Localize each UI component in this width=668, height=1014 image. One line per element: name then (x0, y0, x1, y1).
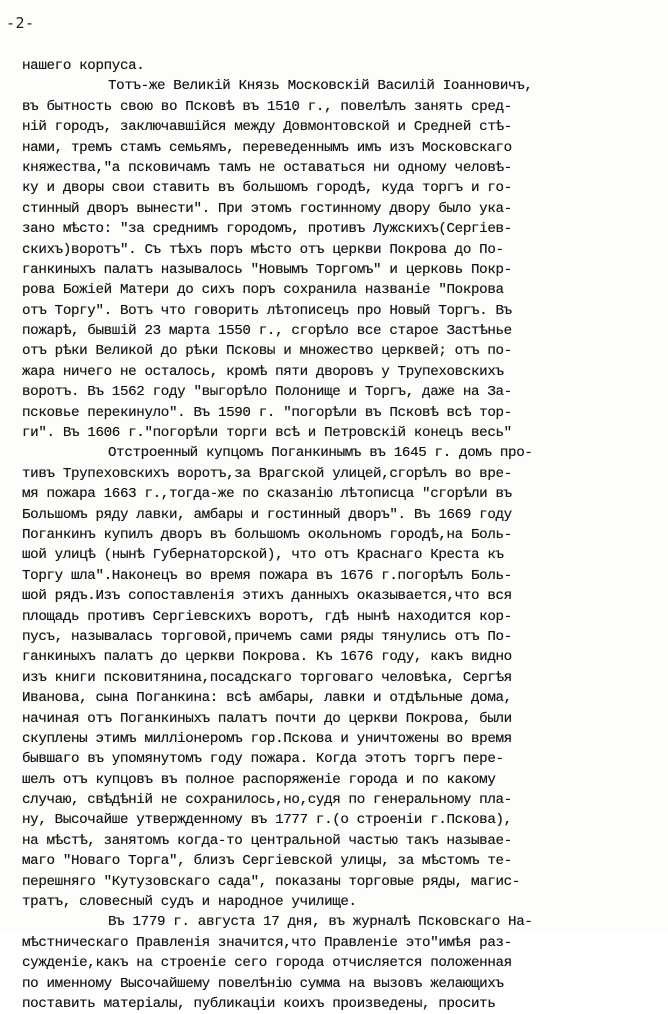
text-line: стинный дворъ вынести". При этомъ гостинному двору было ука- (22, 200, 512, 217)
text-line: шой рядъ.Изъ сопоставленія этихъ данныхъ оказывается,что вся (22, 588, 512, 605)
text-line: пожарѣ, бывшій 23 марта 1550 г., сгорѣло все старое Застѣнье (22, 323, 512, 340)
text-line: поставить матеріалы, публикаціи коихъ произведены, просить (22, 995, 496, 1012)
text-line: площадь противъ Сергіевскихъ воротъ, гдѣ нынѣ находится кор- (22, 608, 512, 625)
text-line: изъ книги псковитянина,посадскаго торговаго человѣка, Сергѣя (22, 669, 512, 686)
text-line: Тотъ-же Великій Князь Московскій Василій Іоанновичъ, (108, 78, 533, 95)
text-line: сужденіе,какъ на строеніе сего города отчисляется положенная (22, 955, 512, 972)
text-line: отъ рѣки Великой до рѣки Псковы и множество церквей; отъ по- (22, 343, 512, 360)
text-line: Большомъ ряду лавки, амбары и гостинный дворъ". Въ 1669 году (22, 506, 512, 523)
text-line: воротъ. Въ 1562 году "выгорѣло Полонище и Торгъ, даже на За- (22, 384, 512, 401)
text-line: ганкиныхъ палатъ называлось "Новымъ Торгомъ" и церковь Покр- (22, 261, 512, 278)
text-line: бывшаго въ упомянутомъ году пожара. Когда этотъ торгъ пере- (22, 751, 504, 768)
text-line: по именному Высочайшему повелѣнію сумма на вызовъ желающихъ (22, 975, 504, 992)
text-line: мѣстническаго Правленія значится,что Правленіе это"имѣя раз- (22, 934, 512, 951)
text-line: нами, тремъ стамъ семьямъ, переведеннымъ имъ изъ Московскаго (22, 139, 512, 156)
text-line: ну, Высочайше утвержденному въ 1777 г.(о строеніи г.Пскова), (22, 812, 512, 829)
text-line: княжества,"а псковичамъ тамъ не оставаться ни одному человѣ- (22, 159, 512, 176)
text-line: тратъ, словесный судъ и народное училище. (22, 894, 357, 911)
text-line: Отстроенный купцомъ Поганкинымъ въ 1645 г. домъ про- (108, 445, 533, 462)
document-body (22, 56, 654, 1014)
text-line: ній городъ, заключавшійся между Довмонтовской и Средней стѣ- (22, 119, 512, 136)
text-line: въ бытность свою во Псковѣ въ 1510 г., повелѣлъ занять сред- (22, 98, 512, 115)
text-line: псковье перекинуло". Въ 1590 г. "погорѣли въ Псковѣ всѣ тор- (22, 404, 512, 421)
text-line: Въ 1779 г. августа 17 дня, въ журналѣ Псковскаго На- (108, 914, 533, 931)
text-line: перешняго "Кутузовскаго сада", показаны торговые ряды, магис- (22, 873, 520, 890)
page-number: -2- (6, 14, 35, 32)
text-line: мя пожара 1663 г.,тогда-же по сказанію лѣтописца "сгорѣли въ (22, 486, 512, 503)
text-line: Иванова, сына Поганкина: всѣ амбары, лавки и отдѣльные дома, (22, 690, 512, 707)
text-line: маго "Новаго Торга", близъ Сергіевской улицы, за мѣстомъ те- (22, 853, 512, 870)
text-line: нашего корпуса. (22, 58, 145, 74)
text-line: на мѣстѣ, занятомъ когда-то центральной частью такъ называе- (22, 832, 512, 849)
text-line: пусъ, называлась торговой,причемъ сами ряды тянулись отъ По- (22, 628, 512, 645)
text-line: ганкиныхъ палатъ до церкви Покрова. Къ 1676 году, какъ видно (22, 649, 512, 666)
text-line: жара ничего не осталось, кромѣ пяти дворовъ у Трупеховскихъ (22, 363, 504, 380)
text-line: Торгу шла".Наконецъ во время пожара въ 1676 г.погорѣлъ Боль- (22, 567, 512, 584)
text-line: тивъ Трупеховскихъ воротъ,за Врагской улицей,сгорѣлъ во вре- (22, 465, 512, 482)
text-line: случаю, свѣдѣній не сохранилось,но,судя по генеральному пла- (22, 792, 512, 809)
text-line: отъ Торгу". Вотъ что говорить лѣтописецъ про Новый Торгъ. Въ (22, 302, 512, 319)
text-line: ку и дворы свои ставить въ большомъ городѣ, куда торгъ и го- (22, 180, 512, 197)
text-line: скуплены этимъ милліонеромъ гор.Пскова и уничтожены во время (22, 730, 512, 747)
text-line: Поганкинъ купилъ дворъ въ большомъ окольномъ городѣ,на Боль- (22, 526, 512, 543)
text-line: скихъ)воротъ". Съ тѣхъ поръ мѣсто отъ церкви Покрова до По- (22, 241, 504, 258)
text-line: зано мѣсто: "за среднимъ городомъ, противъ Лужскихъ(Сергіев- (22, 221, 512, 238)
text-line: шелъ отъ купцовъ въ полное распоряженіе города и по какому (22, 771, 496, 788)
text-line: ги". Въ 1606 г."погорѣли торги всѣ и Петровскій конецъ весь" (22, 425, 512, 442)
text-line: рова Божіей Матери до сихъ поръ сохранила названіе "Покрова (22, 282, 504, 299)
text-line: начиная отъ Поганкиныхъ палатъ почти до церкви Покрова, были (22, 710, 512, 727)
text-line: шой улицѣ (нынѣ Губернаторской), что отъ Краснаго Креста къ (22, 547, 504, 564)
